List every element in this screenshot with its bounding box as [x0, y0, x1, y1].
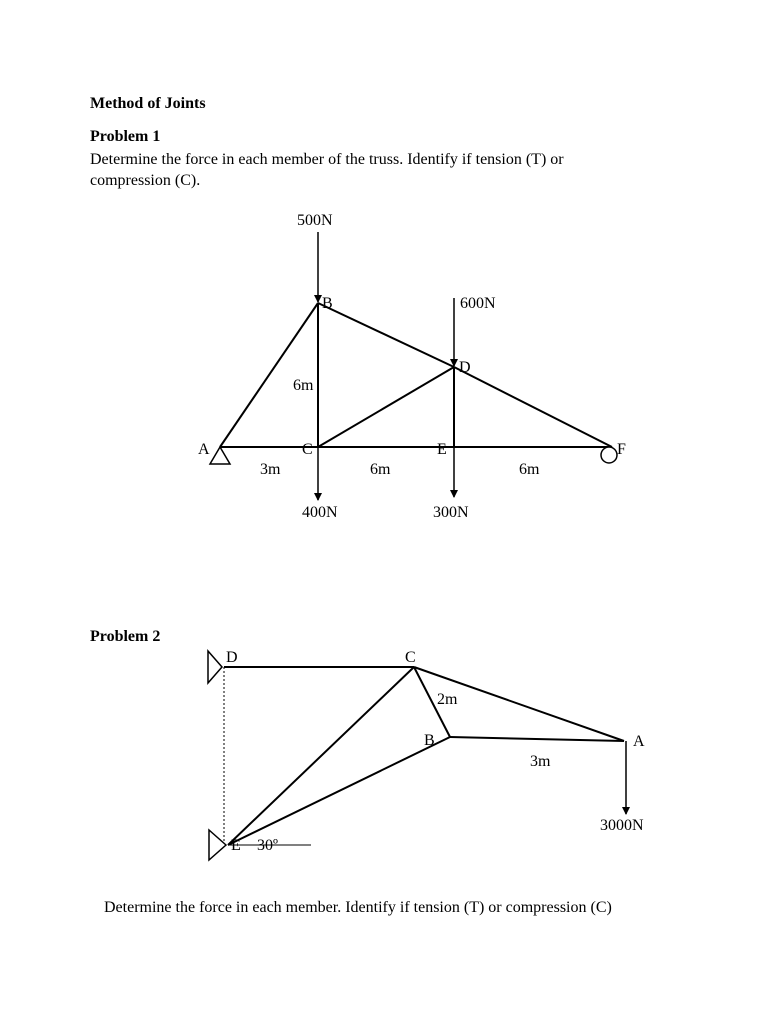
load-label-500n: 500N [297, 212, 333, 229]
problem2-statement: Determine the force in each member. Identify if tension (T) or compression (C) [104, 899, 612, 916]
joint-label-d: D [459, 359, 471, 376]
joint-label-e: E [231, 837, 241, 854]
member-ba [450, 737, 624, 741]
load-label-3000n: 3000N [600, 817, 644, 834]
load-label-400n: 400N [302, 504, 338, 521]
load-label-300n: 300N [433, 504, 469, 521]
pin-support-d [208, 651, 222, 683]
joint-label-c: C [405, 649, 416, 666]
joint-label-a: A [633, 733, 645, 750]
dim-label-ba: 3m [530, 753, 551, 770]
pin-support-e [209, 830, 226, 860]
member-eb [228, 737, 450, 845]
angle-label: 30º [257, 837, 278, 854]
problem2-heading: Problem 2 [90, 628, 161, 645]
member-ec [228, 667, 414, 845]
joint-label-b: B [424, 732, 435, 749]
dim-label-bc-height: 6m [293, 377, 314, 394]
problem1-statement: Determine the force in each member of the truss. Identify if tension (T) or compression (C). [90, 151, 564, 189]
load-label-600n: 600N [460, 295, 496, 312]
dim-label-cb: 2m [437, 691, 458, 708]
joint-label-c: C [302, 441, 313, 458]
dim-label-ef: 6m [519, 461, 540, 478]
dim-label-ce: 6m [370, 461, 391, 478]
joint-label-f: F [617, 441, 626, 458]
dim-label-ac: 3m [260, 461, 281, 478]
document-title: Method of Joints [90, 95, 206, 112]
joint-label-a: A [198, 441, 210, 458]
joint-label-e: E [437, 441, 447, 458]
problem1-heading: Problem 1 [90, 128, 161, 145]
joint-label-d: D [226, 649, 238, 666]
joint-label-b: B [322, 295, 333, 312]
